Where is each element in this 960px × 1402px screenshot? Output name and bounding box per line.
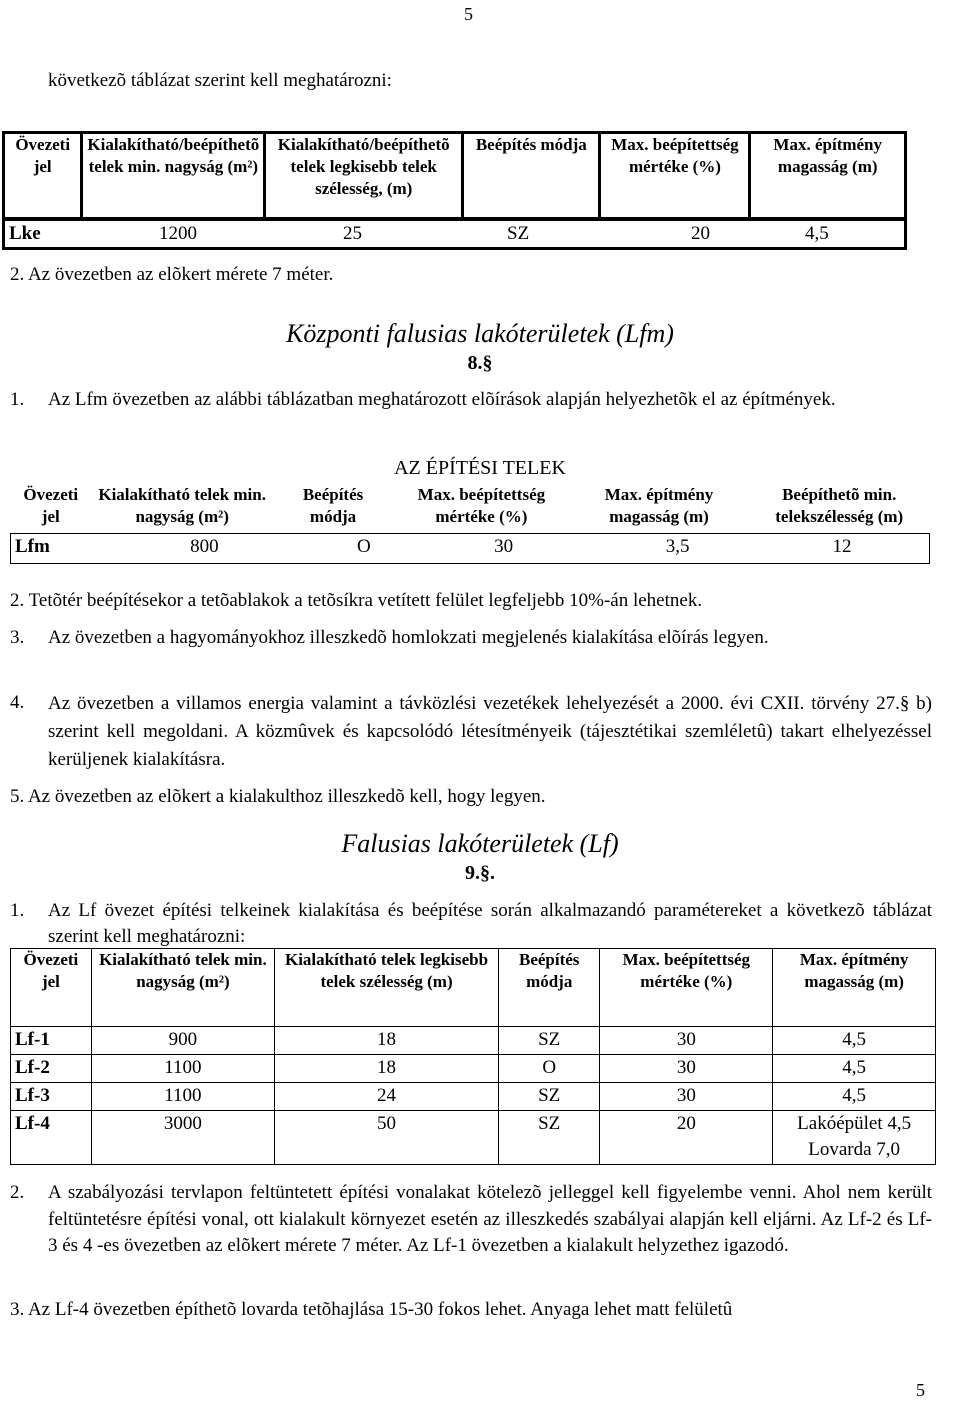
page-number-top: 5 <box>464 4 473 24</box>
t1-cell-size: 1200 <box>159 223 197 244</box>
lf-row2-jel: Lf-2 <box>11 1055 92 1083</box>
lfm-cell-width: 12 <box>832 536 852 557</box>
lfm-item1-num: 1. <box>10 389 25 410</box>
t1-h3: Beépítés módja <box>463 133 600 219</box>
lf-row1-size: 900 <box>91 1027 274 1055</box>
t1-cell-jel: Lke <box>9 223 41 244</box>
lf-row3-ratio: 30 <box>600 1083 773 1111</box>
lf-row3-mode: SZ <box>499 1083 600 1111</box>
lf-row4-mode: SZ <box>499 1111 600 1165</box>
lf-row1-ratio: 30 <box>600 1027 773 1055</box>
page-number-bottom: 5 <box>916 1380 925 1400</box>
lfm-row-table <box>10 533 930 564</box>
t1-h0: Övezeti jel <box>4 133 82 219</box>
lfm-item1-text: Az Lfm övezetben az alábbi táblázatban meghatározott elõírások alapján helyezhetõk el az építmények. <box>48 389 836 410</box>
t1-h5: Max. építmény magasság (m) <box>750 133 906 219</box>
lf-row3-width: 24 <box>274 1083 498 1111</box>
lf-row3-size: 1100 <box>91 1083 274 1111</box>
lfm-cell-mode: O <box>356 536 371 557</box>
lfm-h1: Kialakítható telek min. nagyság (m²) <box>98 485 266 527</box>
lfm-cell-ratio: 30 <box>494 536 514 557</box>
lf-table <box>10 948 936 1165</box>
lf-item1-text: Az Lf övezet építési telkeinek kialakítása és beépítése során alkalmazandó paramétereket a következõ táblázat szerint kell meghatározni: <box>48 900 932 947</box>
lfm-section: 8.§ <box>467 352 493 374</box>
lf-row4-width: 50 <box>274 1111 498 1165</box>
lf-item1-num: 1. <box>10 900 25 921</box>
lf-row2-mode: O <box>499 1055 600 1083</box>
lf-row3-height: 4,5 <box>773 1083 936 1111</box>
lf-row2-size: 1100 <box>91 1055 274 1083</box>
lfm-h0: Övezeti jel <box>23 485 79 527</box>
lf-section: 9.§. <box>465 862 495 884</box>
lfm-cell-height: 3,5 <box>665 536 690 557</box>
lfm-h5: Beépíthetõ min. telekszélesség (m) <box>775 485 904 527</box>
lf-row2-height: 4,5 <box>773 1055 936 1083</box>
lfm-item4-num: 4. <box>10 692 25 713</box>
lfm-table <box>12 484 932 534</box>
lke-table <box>2 131 907 220</box>
lf-item2-text: A szabályozási tervlapon feltüntetett építési vonalakat kötelezõ jelleggel kell figyelembe venni. Ahol nem került feltüntetésre építési vonal, ott kialakult környezet esetén az illeszkedés szabályai alapján kell eljárni. Az Lf-2 és Lf-3 és 4 -es övezetben az elõkert mérete 7 méter. Az Lf-1 övezetben a kialakult helyzethez igazodó. <box>48 1182 932 1256</box>
lfm-cell-size: 800 <box>190 536 219 557</box>
lf-h5: Max. építmény magasság (m) <box>773 949 936 1027</box>
lfm-cell-jel: Lfm <box>15 536 50 557</box>
lf-h1: Kialakítható telek min. nagyság (m²) <box>91 949 274 1027</box>
lfm-h3: Max. beépítettség mértéke (%) <box>417 485 546 527</box>
lfm-item3-text: Az övezetben a hagyományokhoz illeszkedõ homlokzati megjelenés kialakítása elõírás legyen. <box>48 627 769 648</box>
lf-row4-ratio: 20 <box>600 1111 773 1165</box>
lf-item3: 3. Az Lf-4 övezetben építhetõ lovarda tetõhajlása 15-30 fokos lehet. Anyaga lehet matt felületû <box>10 1299 733 1320</box>
lf-row3-jel: Lf-3 <box>11 1083 92 1111</box>
lf-row4-size: 3000 <box>91 1111 274 1165</box>
lf-row1-width: 18 <box>274 1027 498 1055</box>
lf-h2: Kialakítható telek legkisebb telek szélesség (m) <box>274 949 498 1027</box>
lke-item-2: 2. Az övezetben az elõkert mérete 7 méter. <box>10 264 334 285</box>
lf-item2-num: 2. <box>10 1182 25 1203</box>
lf-row1-jel: Lf-1 <box>11 1027 92 1055</box>
lf-h4: Max. beépítettség mértéke (%) <box>600 949 773 1027</box>
lf-row2-ratio: 30 <box>600 1055 773 1083</box>
lf-h0: Övezeti jel <box>11 949 92 1027</box>
lfm-table-caption: AZ ÉPÍTÉSI TELEK <box>394 457 566 479</box>
t1-h4: Max. beépítettség mértéke (%) <box>600 133 750 219</box>
lf-row1-height: 4,5 <box>773 1027 936 1055</box>
intro-text: következõ táblázat szerint kell meghatározni: <box>48 70 392 91</box>
lfm-item3-num: 3. <box>10 627 25 648</box>
lf-row2-width: 18 <box>274 1055 498 1083</box>
t1-cell-height: 4,5 <box>805 223 829 244</box>
lfm-h4: Max. építmény magasság (m) <box>604 485 714 527</box>
t1-cell-mode: SZ <box>507 223 530 244</box>
lf-h3: Beépítés módja <box>499 949 600 1027</box>
lf-row1-mode: SZ <box>499 1027 600 1055</box>
t1-h1: Kialakítható/beépíthetõ telek min. nagyság (m²) <box>82 133 265 219</box>
lf-row4-jel: Lf-4 <box>11 1111 92 1165</box>
lfm-item5: 5. Az övezetben az elõkert a kialakulthoz illeszkedõ kell, hogy legyen. <box>10 786 546 807</box>
lfm-h2: Beépítés módja <box>302 485 364 527</box>
lke-row-table <box>2 218 907 250</box>
lfm-item2: 2. Tetõtér beépítésekor a tetõablakok a tetõsíkra vetített felület legfeljebb 10%-án lehetnek. <box>10 590 703 611</box>
lfm-item4-text: Az övezetben a villamos energia valamint a távközlési vezetékek lehelyezését a 2000. évi CXII. törvény 27.§ b) szerint kell megoldani. A közmûvek és kapcsolódó létesítményeik (tájesztétikai szemléletû) takart elhelyezéssel kerüljenek kialakításra. <box>48 693 932 770</box>
t1-h2: Kialakítható/beépíthetõ telek legkisebb telek szélesség, (m) <box>265 133 463 219</box>
lf-heading: Falusias lakóterületek (Lf) <box>341 829 619 858</box>
t1-cell-ratio: 20 <box>691 223 710 244</box>
lf-row4-height: Lakóépület 4,5 Lovarda 7,0 <box>773 1111 936 1165</box>
t1-cell-width: 25 <box>343 223 362 244</box>
lfm-heading: Központi falusias lakóterületek (Lfm) <box>286 319 674 348</box>
